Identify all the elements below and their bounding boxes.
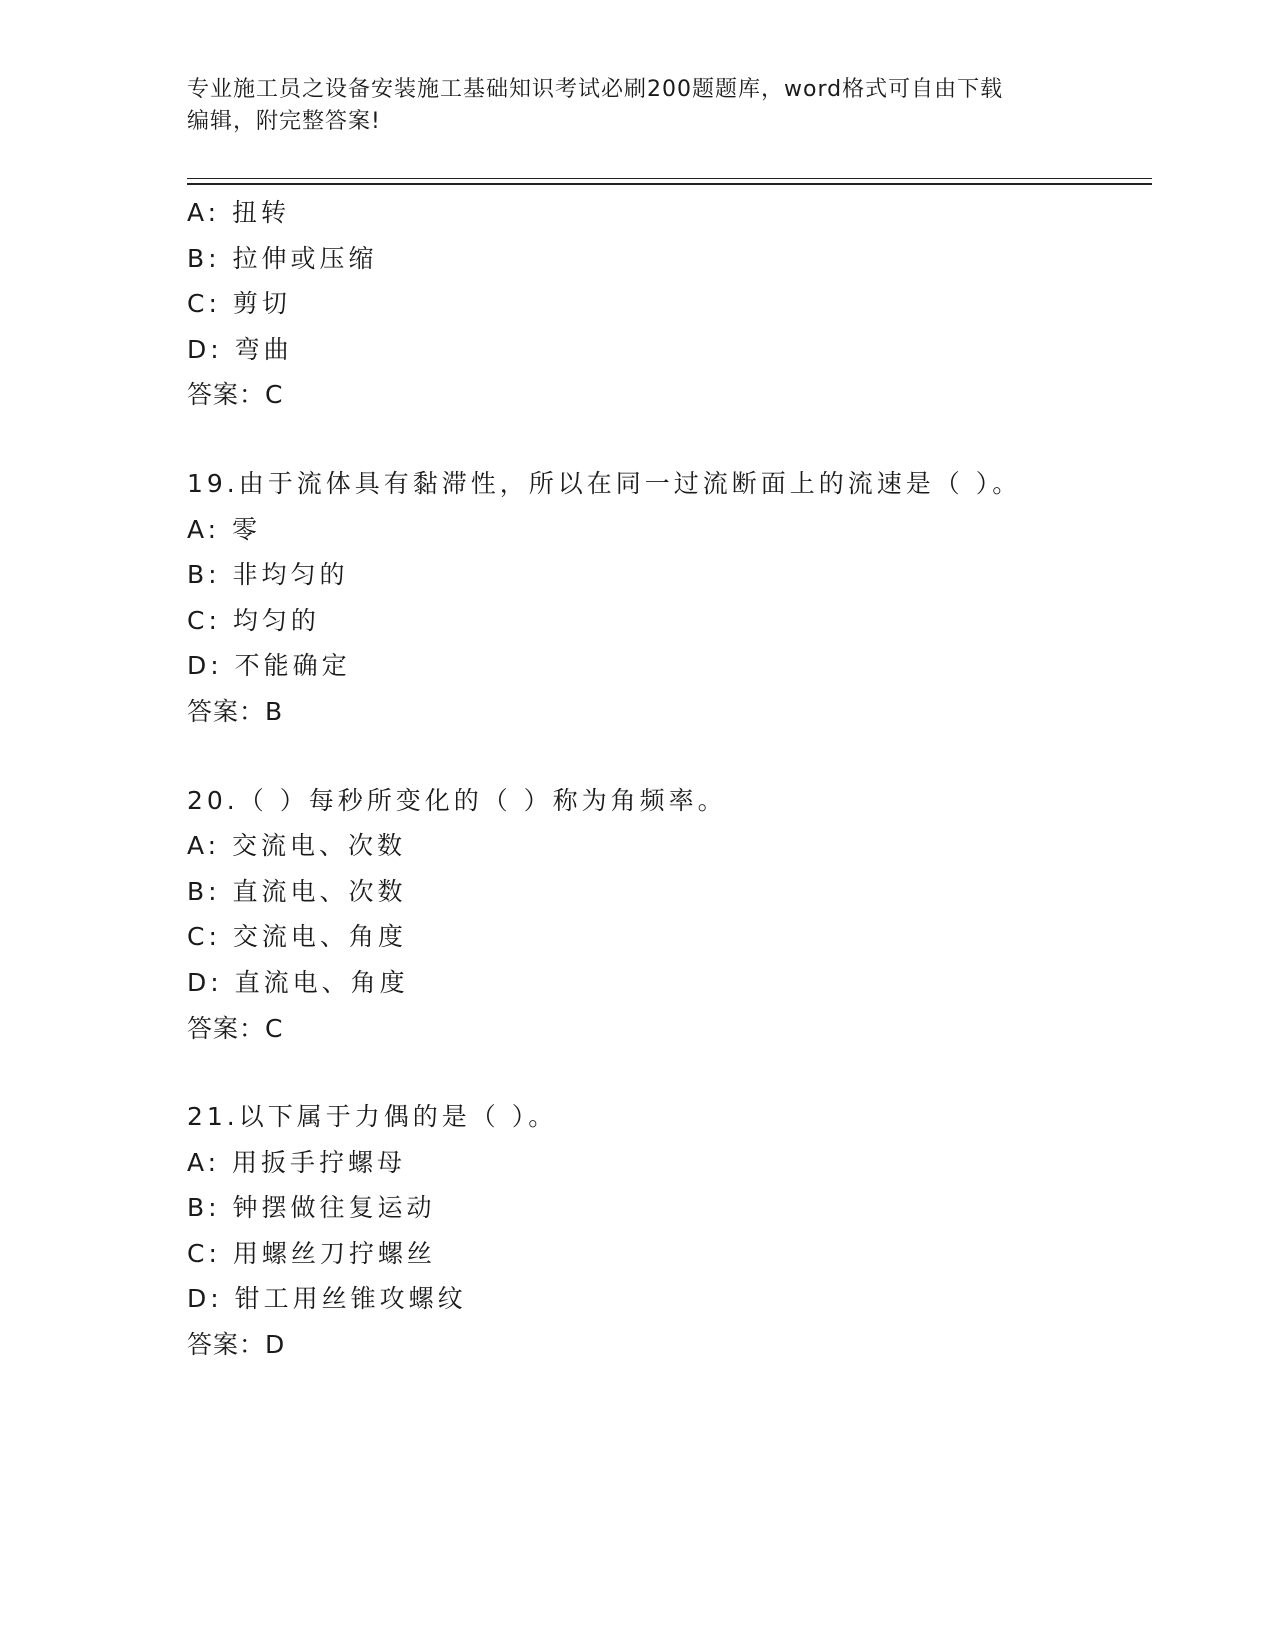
question-block-18 (187, 190, 1147, 418)
option-a: A: 用扳手拧螺母 (187, 1147, 407, 1177)
question-text: 21.以下属于力偶的是（ ）。 (187, 1102, 558, 1132)
answer-line: 答案：D (187, 1330, 286, 1360)
question-block-20 (187, 778, 1147, 1052)
question-spacer (187, 1051, 1147, 1094)
option-c: C: 交流电、角度 (187, 922, 407, 952)
document-header (187, 74, 1087, 138)
question-spacer (187, 735, 1147, 778)
option-a: A: 扭转 (187, 198, 291, 227)
answer-line: 答案：C (187, 1013, 284, 1043)
question-text: 19.由于流体具有黏滞性，所以在同一过流断面上的流速是（ ）。 (187, 468, 1022, 498)
option-b: B: 非均匀的 (187, 560, 349, 590)
option-c: C: 均匀的 (187, 605, 320, 635)
header-divider-thin (187, 178, 1152, 179)
option-b: B: 拉伸或压缩 (187, 243, 378, 273)
option-a: A: 零 (187, 514, 262, 544)
question-block-21 (187, 1094, 1147, 1368)
question-spacer (187, 418, 1147, 461)
header-divider-thick (187, 183, 1152, 185)
answer-line: 答案：B (187, 696, 284, 726)
option-b: B: 直流电、次数 (187, 876, 407, 906)
header-line-1: 专业施工员之设备安装施工基础知识考试必刷200题题库，word格式可自由下载 (187, 77, 1004, 102)
question-list (187, 190, 1147, 1368)
option-d: D: 不能确定 (187, 651, 351, 681)
option-d: D: 直流电、角度 (187, 967, 409, 997)
option-a: A: 交流电、次数 (187, 831, 407, 861)
question-block-19 (187, 461, 1147, 735)
option-d: D: 钳工用丝锥攻螺纹 (187, 1284, 467, 1314)
option-b: B: 钟摆做往复运动 (187, 1193, 436, 1223)
option-c: C: 剪切 (187, 289, 291, 319)
question-text: 20.（ ）每秒所变化的（ ）称为角频率。 (187, 785, 727, 815)
answer-line: 答案：C (187, 380, 284, 410)
header-line-2: 编辑，附完整答案! (187, 109, 381, 134)
option-d: D: 弯曲 (187, 334, 293, 364)
option-c: C: 用螺丝刀拧螺丝 (187, 1238, 436, 1268)
